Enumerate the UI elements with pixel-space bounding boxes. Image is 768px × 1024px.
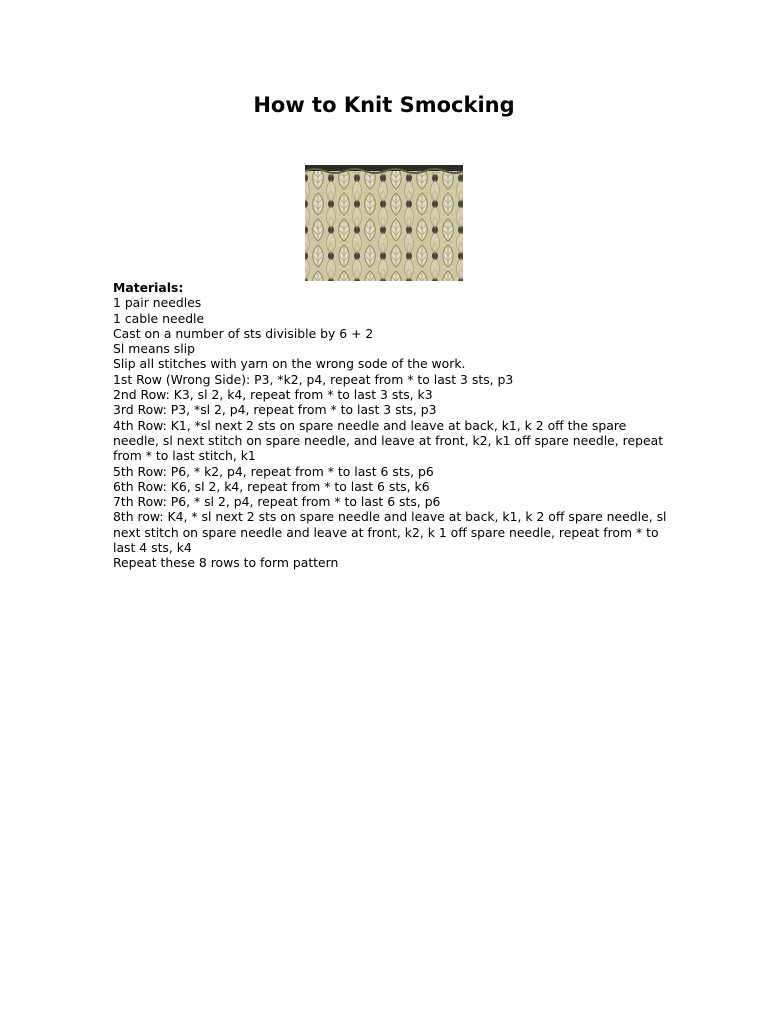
- row-2-instruction: 2nd Row: K3, sl 2, k4, repeat from * to last 3 sts, k3: [113, 387, 433, 403]
- row-4-instruction: 4th Row: K1, *sl next 2 sts on spare needle and leave at back, k1, k 2 off the spare needle, sl next stitch on spare needle, and leave at front, k2, k1 off spare needle, repeat from * to last stitch, k1: [113, 417, 664, 464]
- row-8-instruction: 8th row: K4, * sl next 2 sts on spare needle and leave at back, k1, k 2 off spare needle, sl next stitch on spare needle and leave at front, k2, k 1 off spare needle, repeat from * to last 4 sts, k4: [113, 509, 667, 556]
- pattern-instructions: [113, 280, 673, 571]
- row-1-instruction: 1st Row (Wrong Side): P3, *k2, p4, repeat from * to last 3 sts, p3: [113, 371, 514, 387]
- row-5-instruction: 5th Row: P6, * k2, p4, repeat from * to last 6 sts, p6: [113, 463, 434, 479]
- row-6-instruction: 6th Row: K6, sl 2, k4, repeat from * to last 6 sts, k6: [113, 478, 430, 494]
- row-7-instruction: 7th Row: P6, * sl 2, p4, repeat from * to last 6 sts, p6: [113, 494, 441, 510]
- repeat-instruction: Repeat these 8 rows to form pattern: [113, 555, 339, 571]
- materials-heading: Materials:: [113, 280, 184, 295]
- instruction-line: Slip all stitches with yarn on the wrong sode of the work.: [113, 356, 466, 372]
- instruction-line: Sl means slip: [113, 341, 195, 357]
- instruction-line: 1 cable needle: [113, 310, 205, 326]
- page-title: How to Knit Smocking: [253, 93, 515, 117]
- instruction-line: Cast on a number of sts divisible by 6 + 2: [113, 325, 374, 341]
- instruction-line: 1 pair needles: [113, 295, 202, 311]
- row-3-instruction: 3rd Row: P3, *sl 2, p4, repeat from * to last 3 sts, p3: [113, 402, 437, 418]
- knitting-swatch-image: [305, 165, 463, 281]
